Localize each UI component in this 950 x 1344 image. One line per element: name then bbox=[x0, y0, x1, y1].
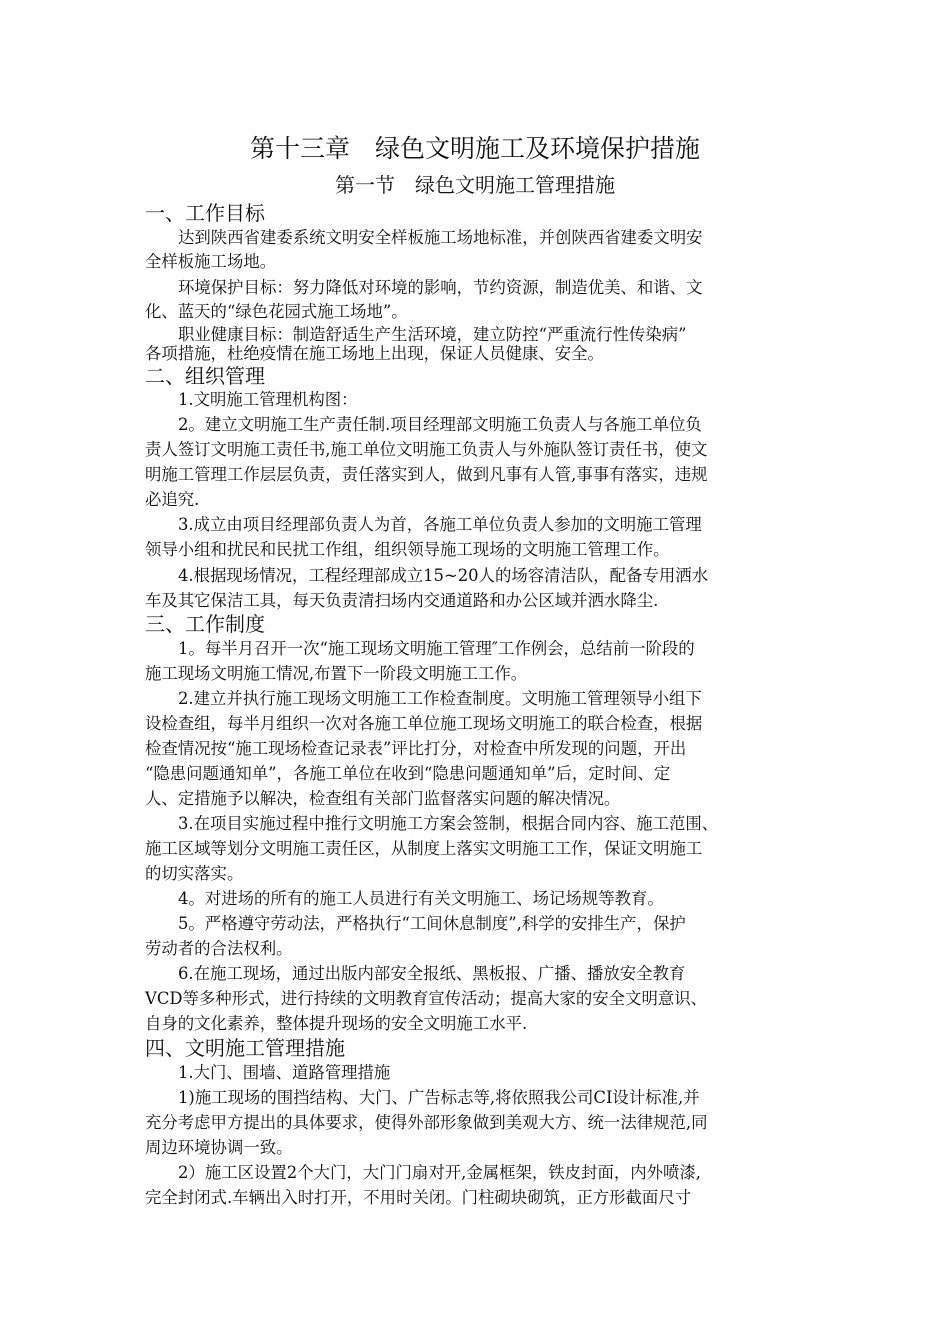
text-line: 职业健康目标：制造舒适生产生活环境，建立防控“严重流行性传染病” bbox=[178, 325, 687, 344]
text-line: 明施工管理工作层层负责，责任落实到人，做到凡事有人管,事事有落实，违规 bbox=[145, 465, 708, 484]
text-line: 必追究. bbox=[145, 490, 200, 509]
text-line: 1。每半月召开一次“施工现场文明施工管理″工作例会，总结前一阶段的 bbox=[178, 639, 695, 658]
heading-work-goals: 一、工作目标 bbox=[145, 201, 265, 225]
text-line: 2.建立并执行施工现场文明施工工作检查制度。文明施工管理领导小组下 bbox=[178, 689, 702, 708]
text-line: 周边环境协调一致。 bbox=[145, 1138, 293, 1157]
text-line: 3.成立由项目经理部负责人为首，各施工单位负责人参加的文明施工管理 bbox=[178, 515, 702, 534]
text-line: “隐患问题通知单”，各施工单位在收到“隐患问题通知单”后，定时间、定 bbox=[145, 764, 671, 783]
text-line: 5。严格遵守劳动法，严格执行“工间休息制度”,科学的安排生产，保护 bbox=[178, 914, 686, 933]
text-line: 达到陕西省建委系统文明安全样板施工场地标准，并创陕西省建委文明安 bbox=[178, 228, 703, 247]
text-line: 施工现场文明施工情况,布置下一阶段文明施工工作。 bbox=[145, 664, 528, 683]
section-title: 第一节 绿色文明施工管理措施 bbox=[335, 173, 615, 197]
text-line: 1.大门、围墙、道路管理措施 bbox=[178, 1063, 391, 1082]
text-line: VCD等多种形式，进行持续的文明教育宣传活动；提高大家的安全文明意识、 bbox=[145, 989, 708, 1008]
text-line: 3.在项目实施过程中推行文明施工方案会签制，根据合同内容、施工范围、 bbox=[178, 814, 719, 833]
text-line: 4.根据现场情况，工程经理部成立15~20人的场容清洁队，配备专用洒水 bbox=[178, 566, 709, 585]
text-line: 施工区域等划分文明施工责任区，从制度上落实文明施工工作，保证文明施工 bbox=[145, 839, 703, 858]
text-line: 环境保护目标：努力降低对环境的影响，节约资源，制造优美、和谐、文 bbox=[178, 278, 703, 297]
text-line: 完全封闭式.车辆出入时打开，不用时关闭。门柱砌块砌筑，正方形截面尺寸 bbox=[145, 1188, 692, 1207]
heading-organization: 二、组织管理 bbox=[145, 364, 265, 388]
text-line: 人、定措施予以解决，检查组有关部门监督落实问题的解决情况。 bbox=[145, 789, 621, 808]
text-line: 6.在施工现场，通过出版内部安全报纸、黑板报、广播、播放安全教育 bbox=[178, 964, 686, 983]
text-line: 化、蓝天的“绿色花园式施工场地”。 bbox=[145, 302, 408, 321]
text-line: 领导小组和扰民和民扰工作组，组织领导施工现场的文明施工管理工作。 bbox=[145, 540, 670, 559]
text-line: 充分考虑甲方提出的具体要求，使得外部形象做到美观大方、统一法律规范,同 bbox=[145, 1113, 708, 1132]
text-line: 各项措施，杜绝疫情在施工场地上出现，保证人员健康、安全。 bbox=[145, 344, 604, 363]
text-line: 设检查组，每半月组织一次对各施工单位施工现场文明施工的联合检查，根据 bbox=[145, 714, 703, 733]
text-line: 自身的文化素养，整体提升现场的安全文明施工水平. bbox=[145, 1014, 528, 1033]
text-line: 车及其它保洁工具，每天负责清扫场内交通道路和办公区域并洒水降尘. bbox=[145, 591, 659, 610]
text-line: 1.文明施工管理机构图： bbox=[178, 390, 358, 409]
text-line: 2）施工区设置2个大门，大门门扇对开,金属框架，铁皮封面，内外喷漆, bbox=[178, 1163, 701, 1182]
text-line: 责人签订文明施工责任书,施工单位文明施工负责人与外施队签订责任书，使文 bbox=[145, 440, 708, 459]
text-line: 的切实落实。 bbox=[145, 864, 244, 883]
heading-work-system: 三、工作制度 bbox=[145, 612, 265, 636]
heading-management-measures: 四、文明施工管理措施 bbox=[145, 1036, 345, 1060]
text-line: 1)施工现场的围挡结构、大门、广告标志等,将依照我公司CI设计标准,并 bbox=[178, 1088, 700, 1107]
text-line: 劳动者的合法权利。 bbox=[145, 939, 293, 958]
text-line: 全样板施工场地。 bbox=[145, 252, 277, 271]
text-line: 4。对进场的所有的施工人员进行有关文明施工、场记场规等教育。 bbox=[178, 889, 664, 908]
text-line: 检查情况按“施工现场检查记录表”评比打分，对检查中所发现的问题，开出 bbox=[145, 739, 687, 758]
text-line: 2。建立文明施工生产责任制.项目经理部文明施工负责人与各施工单位负 bbox=[178, 415, 702, 434]
chapter-title: 第十三章 绿色文明施工及环境保护措施 bbox=[249, 134, 700, 163]
